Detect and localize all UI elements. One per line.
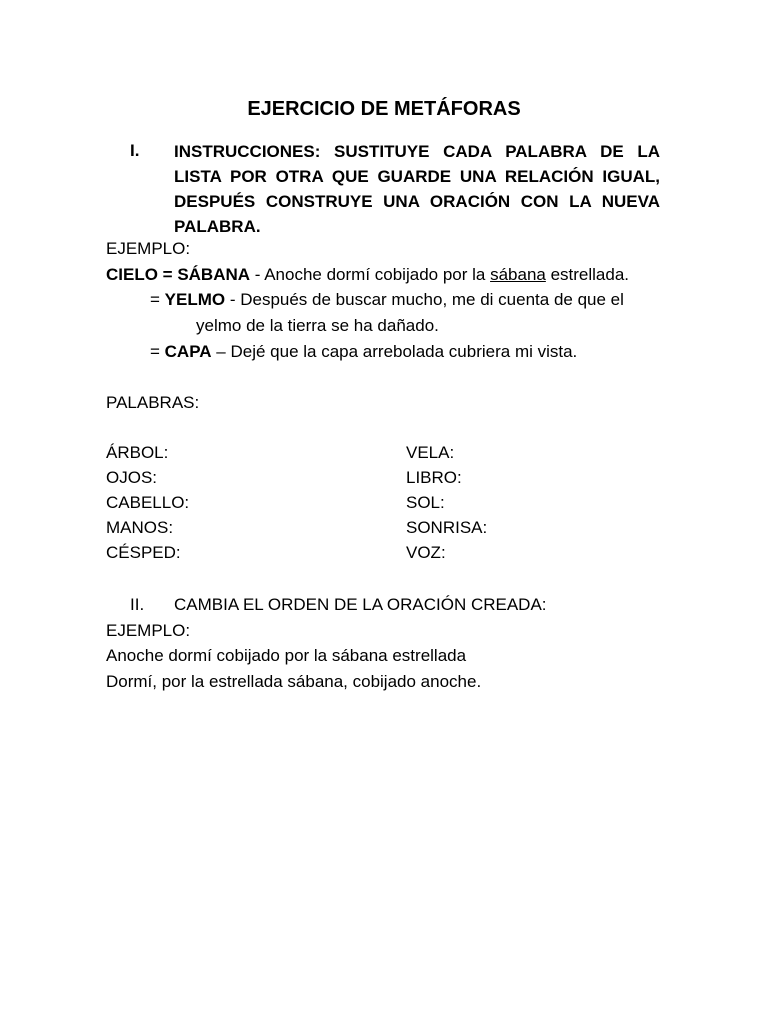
- section-2-example-label: EJEMPLO:: [106, 621, 191, 640]
- sentence-reordered: Dormí, por la estrellada sábana, cobijado anoche.: [106, 672, 482, 691]
- equals-sign: =: [150, 342, 165, 361]
- word-item: VELA:: [406, 443, 455, 462]
- section-2-heading: CAMBIA EL ORDEN DE LA ORACIÓN CREADA:: [174, 595, 547, 614]
- example-text: estrellada.: [545, 265, 630, 284]
- example-text: - Anoche dormí cobijado por la: [250, 265, 491, 284]
- section-1-instructions: INSTRUCCIONES: SUSTITUYE CADA PALABRA DE LA LISTA POR OTRA QUE GUARDE UNA RELACIÓN IGUAL, DESPUÉS CONSTRUYE UNA ORACIÓN CON LA NUEVA PALABRA.: [174, 142, 660, 236]
- word-item: LIBRO:: [406, 468, 462, 487]
- word-item: CÉSPED:: [106, 543, 181, 562]
- word-item: ÁRBOL:: [106, 443, 169, 462]
- word-item: SOL:: [406, 493, 445, 512]
- section-1-numeral: I.: [130, 141, 140, 160]
- words-label: PALABRAS:: [106, 393, 200, 412]
- word-item: MANOS:: [106, 518, 174, 537]
- example-line-2-continuation: yelmo de la tierra se ha dañado.: [196, 316, 439, 335]
- word-item: OJOS:: [106, 468, 158, 487]
- example-line-1: [106, 264, 629, 286]
- example-label: EJEMPLO:: [106, 239, 191, 258]
- example-term-cielo: CIELO = SÁBANA: [106, 265, 251, 284]
- word-item: VOZ:: [406, 543, 446, 562]
- word-item: CABELLO:: [106, 493, 190, 512]
- example-term-capa: CAPA: [164, 342, 212, 361]
- word-item: SONRISA:: [406, 518, 488, 537]
- example-line-3: [150, 341, 577, 363]
- example-text: – Dejé que la capa arrebolada cubriera mi vista.: [211, 342, 578, 361]
- example-line-2: [150, 289, 624, 311]
- example-text: - Después de buscar mucho, me di cuenta de que el: [225, 290, 624, 309]
- section-2-numeral: II.: [130, 595, 145, 614]
- example-underlined-word: sábana: [490, 265, 546, 284]
- sentence-original: Anoche dormí cobijado por la sábana estrellada: [106, 646, 467, 665]
- equals-sign: =: [150, 290, 165, 309]
- example-term-yelmo: YELMO: [164, 290, 226, 309]
- page-title: EJERCICIO DE METÁFORAS: [247, 98, 521, 120]
